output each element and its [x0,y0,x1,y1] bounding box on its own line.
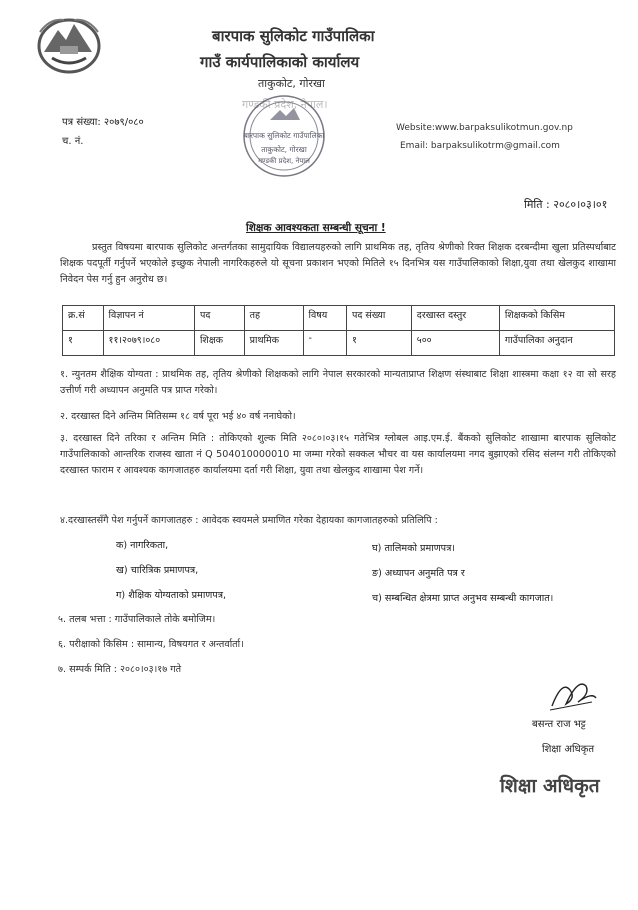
point-application-method: ३. दरखास्त दिने तरिका र अन्तिम मिति : तोकिएको शुल्क मिति २०८०।०३।१५ गतेभित्र ग्लोबल आइ.एम.ई. बैंकको सुलिकोट शाखामा बारपाक सुलिकोट गाउँपालिकाको आन्तरिक राजस्व खाता नं Q 504010000010 मा जम्मा गरेको सक्कल भौचर वा यस कार्यालयमा नगद बुझाएको रसिद संलग्न गरी तोकिएको दरखास्त फाराम र आवश्यक कागजातहरु कार्यालयमा दर्ता गरी शिक्षा, युवा तथा खेलकुद शाखामा पेश गर्ने। [60,433,616,476]
table-header-row [63,306,615,331]
point-salary: ५. तलब भत्ता : गाउँपालिकाले तोके बमोजिम। [58,614,216,625]
office-name: गाउँ कार्यपालिकाको कार्यालय [200,53,360,71]
document-item: च) सम्बन्धित क्षेत्रमा प्राप्त अनुभव सम्बन्धी कागजात। [372,593,554,604]
document-item: घ) तालिमको प्रमाणपत्र। [372,543,456,554]
stamp-line3: गण्डकी प्रदेश, नेपाल [258,157,310,165]
table-cell: १ [63,331,104,356]
org-name: बारपाक सुलिकोट गाउँपालिका [212,27,375,45]
col-header: विज्ञापन नं [103,306,194,331]
col-header: क्र.सं [63,306,104,331]
government-emblem-icon [30,12,108,78]
email: Email: barpaksulikotrm@gmail.com [400,141,560,151]
point-documents: ४.दरखास्तसँगै पेश गर्नुपर्ने कागजातहरु : आवेदक स्वयमले प्रमाणित गरेका देहायका कागजातहरुको प्रतिलिपि : [60,515,438,526]
table-cell: शिक्षक [194,331,244,356]
signatory-name: बसन्त राज भट्ट [532,719,586,730]
address: ताकुकोट, गोरखा [258,77,325,90]
signatory-title: शिक्षा अधिकृत [542,744,595,755]
website: Website:www.barpaksulikotmun.gov.np [396,123,573,133]
point-contact-date: ७. सम्पर्क मिति : २०८०।०३।१७ गते [58,664,182,675]
designation-stamp: शिक्षा अधिकृत [500,775,600,797]
table-cell: गाउँपालिका अनुदान [499,331,614,356]
col-header: पद संख्या [346,306,411,331]
table-cell: प्राथमिक [244,331,303,356]
table-cell: - [303,331,346,356]
table-cell: ११।२०७९।०८० [103,331,194,356]
document-item: क) नागरिकता, [116,540,169,551]
table-cell: ५०० [411,331,499,356]
col-header: तह [244,306,303,331]
notice-date: मिति : २०८०।०३।०१ [524,198,608,211]
document-item: ख) चारित्रिक प्रमाणपत्र, [116,565,199,576]
document-item: ग) शैक्षिक योग्यताको प्रमाणपत्र, [116,590,227,601]
office-stamp [238,92,330,180]
province: गण्डकी प्रदेश, नेपाल। [242,98,328,111]
notice-subject: शिक्षक आवश्यकता सम्बन्धी सूचना ! [246,222,386,234]
col-header: विषय [303,306,346,331]
point-exam-type: ६. परीक्षाको किसिम : सामान्य, विषयगत र अन्तर्वार्ता। [58,639,244,650]
document-item: ङ) अध्यापन अनुमति पत्र र [372,568,465,579]
col-header: पद [194,306,244,331]
intro-paragraph: प्रस्तुत विषयमा बारपाक सुलिकोट अन्तर्गतका सामुदायिक विद्यालयहरुको लागि प्राथमिक तह, तृतिय श्रेणीको रिक्त शिक्षक दरबन्दीमा खुला प्रतिस्पर्धाबाट शिक्षक पदपूर्ती गर्नुपर्ने भएकोले इच्छुक नेपाली नागरिकहरुले यो सूचना प्रकाशन भएको मितिले १५ दिनभित्र यस गाउँपालिकाको शिक्षा,युवा तथा खेलकुद शाखामा निवेदन पेस गर्नु हुन अनुरोध छ। [60,242,616,285]
signature-icon [548,672,600,714]
vacancy-table [62,305,615,356]
table-row [63,331,615,356]
dispatch-number: च. नं. [62,136,84,147]
stamp-line1: बारपाक सुलिकोट गाउँपालिका [243,131,325,140]
table-cell: १ [346,331,411,356]
col-header: दरखास्त दस्तुर [411,306,499,331]
point-age: २. दरखास्त दिने अन्तिम मितिसम्म १८ वर्ष पूरा भई ४० वर्ष ननाघेको। [60,411,296,422]
point-qualification: १. न्युनतम शैक्षिक योग्यता : प्राथमिक तह, तृतिय श्रेणीको शिक्षकको लागि नेपाल सरकारको मान्यताप्राप्त शिक्षण संस्थाबाट शिक्षा शास्त्रमा कक्षा १२ वा सो सरह उत्तीर्ण गरी अध्यापन अनुमति पत्र प्राप्त गरेको। [60,369,616,396]
col-header: शिक्षकको किसिम [499,306,614,331]
reference-number: पत्र संख्या: २०७९/०८० [62,117,144,128]
stamp-line2: ताकुकोट, गोरखा [261,145,307,154]
